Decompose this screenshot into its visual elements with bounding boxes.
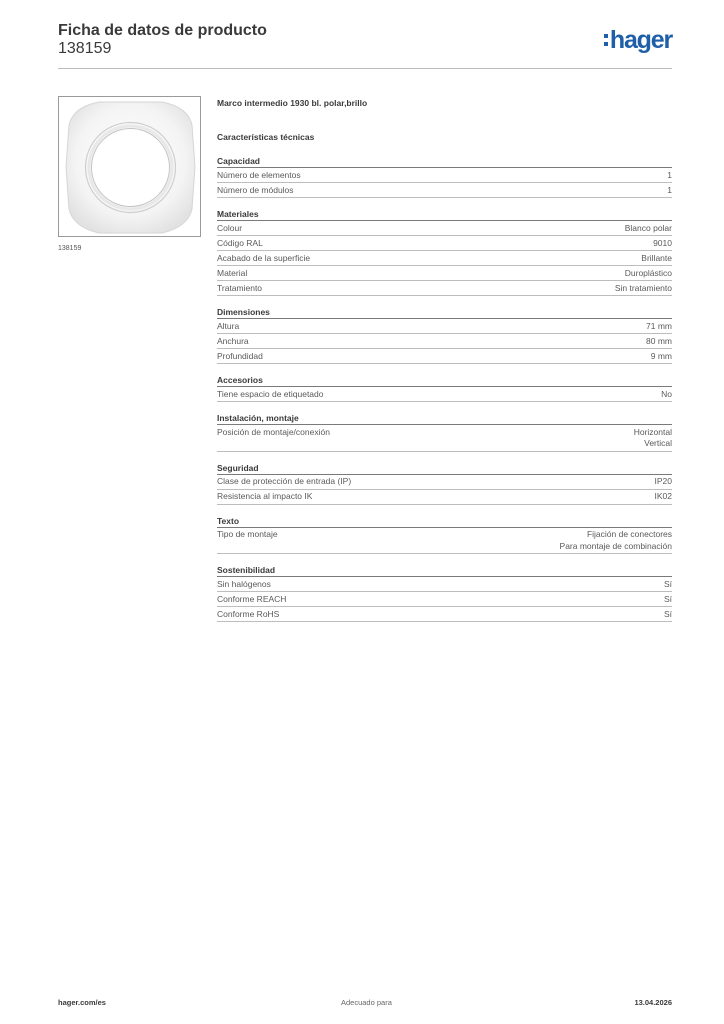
- spec-label: Conforme REACH: [217, 593, 287, 604]
- spec-value: IK02: [654, 491, 672, 501]
- spec-value: 9 mm: [650, 350, 672, 361]
- spec-row: [217, 349, 672, 364]
- logo-colon-icon: [604, 34, 608, 46]
- spec-label: Sin halógenos: [217, 578, 271, 589]
- spec-label: Altura: [217, 320, 240, 331]
- spec-value: Vertical: [644, 438, 672, 448]
- technical-characteristics-heading: Características técnicas: [217, 132, 315, 142]
- spec-row: [217, 607, 672, 622]
- spec-row: [217, 266, 672, 281]
- spec-group-title: Instalación, montaje: [217, 412, 672, 425]
- spec-label: Número de módulos: [217, 184, 294, 195]
- footer-note: Adecuado para: [341, 998, 392, 1007]
- product-name: Marco intermedio 1930 bl. polar,brillo: [217, 98, 368, 108]
- spec-group: [217, 306, 672, 364]
- spec-values: [655, 476, 673, 488]
- spec-group: [217, 208, 672, 296]
- footer-url: hager.com/es: [58, 998, 106, 1007]
- spec-label: Clase de protección de entrada (IP): [217, 476, 352, 486]
- footer-date: 13.04.2026: [634, 998, 672, 1007]
- spec-group: [217, 564, 672, 622]
- product-image: [58, 96, 201, 237]
- spec-values: [661, 389, 672, 401]
- spec-values: [667, 170, 672, 182]
- spec-values: [634, 427, 672, 450]
- spec-label: Colour: [217, 222, 243, 233]
- spec-values: [664, 579, 672, 591]
- spec-label: Código RAL: [217, 237, 263, 248]
- spec-values: [625, 223, 672, 235]
- spec-label: Posición de montaje/conexión: [217, 426, 330, 437]
- spec-group-title: Materiales: [217, 208, 672, 221]
- logo-text: hager: [609, 26, 672, 54]
- spec-value: Para montaje de combinación: [559, 540, 672, 551]
- spec-values: [646, 321, 672, 333]
- spec-value: Duroplástico: [624, 267, 672, 278]
- spec-row: [217, 387, 672, 402]
- spec-values: [615, 283, 672, 295]
- document-header: [58, 22, 672, 69]
- spec-row: [217, 425, 672, 452]
- spec-row: [217, 334, 672, 349]
- spec-value: Blanco polar: [624, 222, 672, 233]
- spec-label: Tratamiento: [217, 282, 263, 293]
- spec-values: [664, 594, 672, 606]
- spec-row: [217, 475, 672, 490]
- spec-values: [625, 268, 672, 280]
- spec-row: [217, 236, 672, 251]
- spec-values: [655, 491, 673, 503]
- spec-group-title: Seguridad: [217, 462, 672, 475]
- spec-groups: [217, 155, 672, 622]
- image-caption: 138159: [58, 245, 82, 252]
- spec-label: Resistencia al impacto IK: [217, 491, 313, 501]
- spec-label: Tiene espacio de etiquetado: [217, 388, 324, 399]
- spec-values: [667, 185, 672, 197]
- spec-value: Sin tratamiento: [614, 282, 672, 293]
- spec-row: [217, 577, 672, 592]
- spec-value: Sí: [663, 578, 672, 589]
- spec-row: [217, 168, 672, 183]
- spec-value: Brillante: [641, 252, 672, 263]
- spec-group: [217, 412, 672, 452]
- document-title: Ficha de datos de producto: [58, 22, 267, 39]
- spec-label: Conforme RoHS: [217, 608, 280, 619]
- spec-value: IP20: [654, 476, 672, 486]
- spec-row: [217, 528, 672, 555]
- spec-values: [653, 238, 672, 250]
- spec-values: [664, 609, 672, 621]
- spec-row: [217, 281, 672, 296]
- spec-group-title: Dimensiones: [217, 306, 672, 319]
- spec-row: [217, 592, 672, 607]
- spec-values: [560, 529, 672, 552]
- specifications: [217, 97, 672, 622]
- spec-row: [217, 319, 672, 334]
- spec-group: [217, 515, 672, 555]
- spec-value: 71 mm: [646, 320, 672, 331]
- spec-label: Anchura: [217, 335, 249, 346]
- spec-row: [217, 221, 672, 236]
- spec-group-title: Accesorios: [217, 374, 672, 387]
- spec-value: Fijación de conectores: [586, 529, 672, 539]
- spec-values: [651, 351, 672, 363]
- spec-value: 9010: [653, 237, 672, 248]
- product-number: 138159: [58, 40, 112, 57]
- spec-value: 1: [667, 184, 672, 195]
- spec-values: [641, 253, 672, 265]
- spec-label: Acabado de la superficie: [217, 252, 311, 263]
- spec-group: [217, 374, 672, 402]
- spec-label: Material: [217, 267, 248, 278]
- spec-label: Profundidad: [217, 350, 263, 361]
- spec-value: 1: [667, 169, 672, 180]
- spec-group-title: Capacidad: [217, 155, 672, 168]
- spec-value: No: [661, 388, 672, 399]
- page-footer: [58, 998, 672, 1010]
- spec-row: [217, 251, 672, 266]
- spec-value: Sí: [663, 608, 672, 619]
- spec-group-title: Sostenibilidad: [217, 564, 672, 577]
- spec-row: [217, 490, 672, 505]
- spec-row: [217, 183, 672, 198]
- spec-value: Sí: [663, 593, 672, 604]
- spec-value: Horizontal: [633, 426, 672, 437]
- spec-label: Tipo de montaje: [217, 529, 278, 539]
- hager-logo: [604, 27, 672, 53]
- spec-values: [646, 336, 672, 348]
- spec-value: 80 mm: [646, 335, 672, 346]
- spec-group: [217, 155, 672, 198]
- spec-group-title: Texto: [217, 515, 672, 528]
- frame-illustration: [59, 97, 201, 237]
- spec-label: Número de elementos: [217, 169, 301, 180]
- spec-group: [217, 462, 672, 505]
